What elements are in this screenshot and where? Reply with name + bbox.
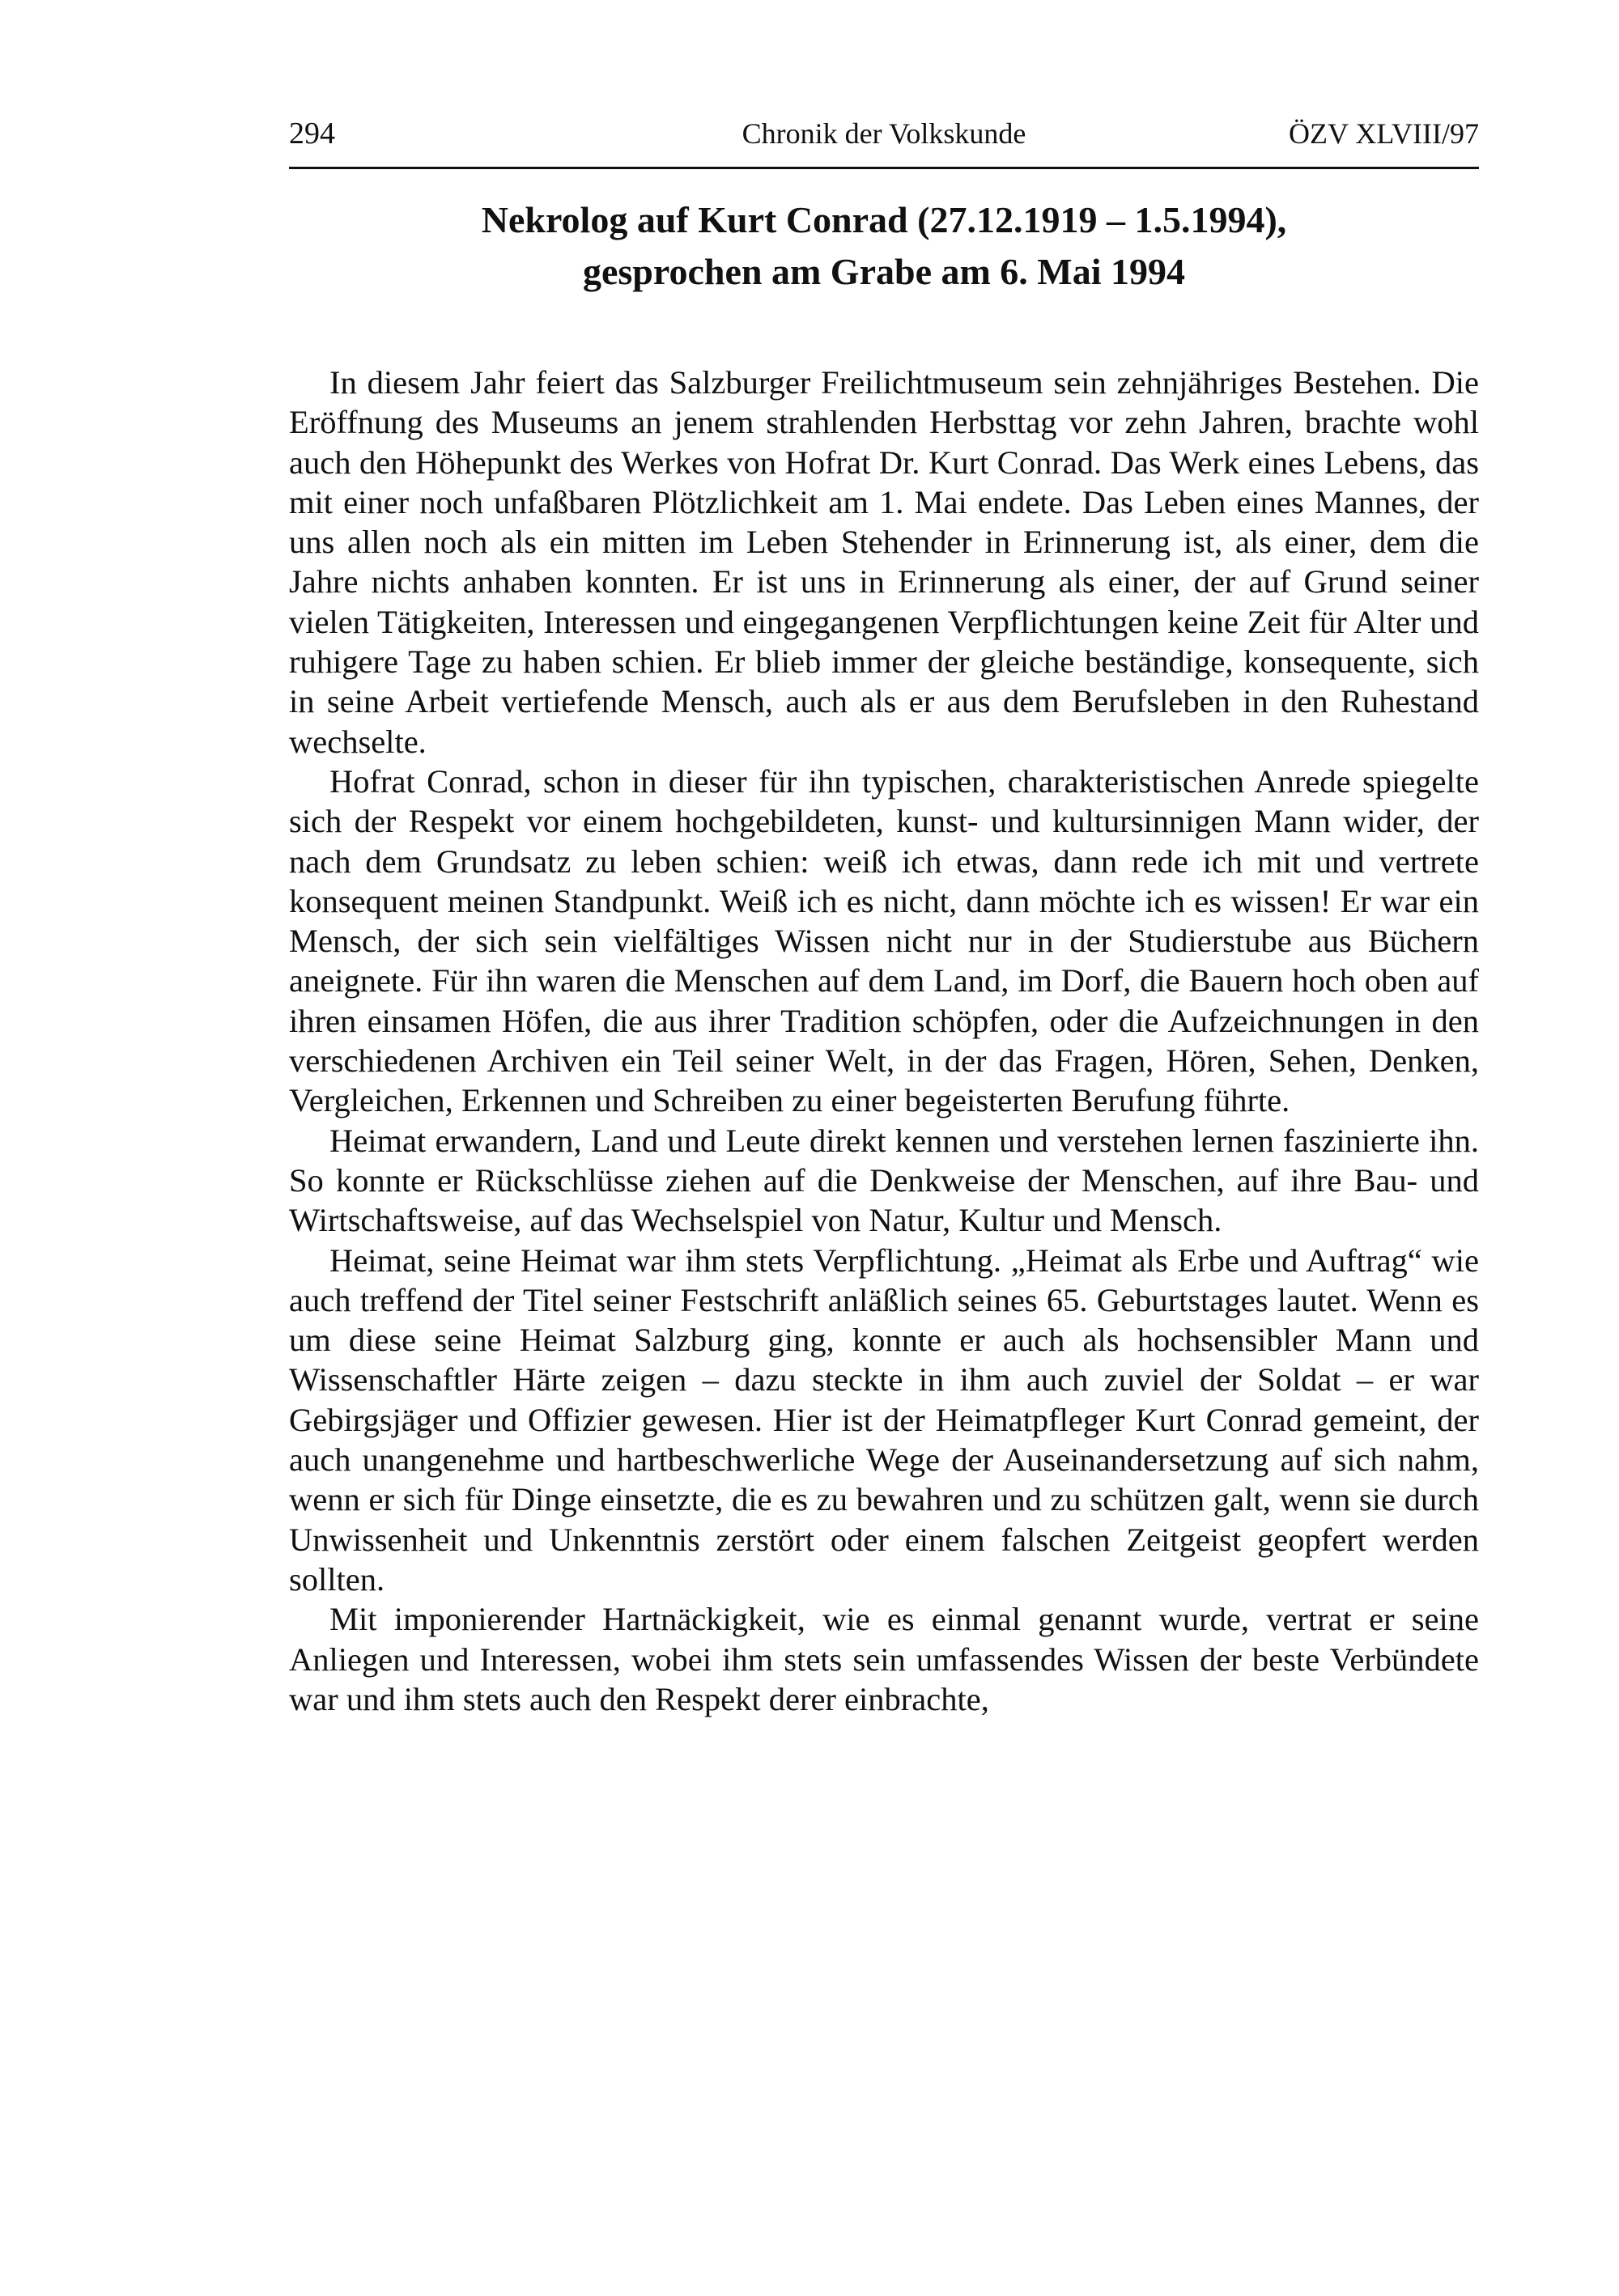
title-line-2: gesprochen am Grabe am 6. Mai 1994 [582,251,1186,292]
article-title [289,194,1479,298]
paragraph: In diesem Jahr feiert das Salzburger Freilichtmuseum sein zehnjähriges Bestehen. Die Eröffnung des Museums an jenem strahlenden Herbsttag vor zehn Jahren, brachte wohl auch den Höhepunkt des Werkes von Hofrat Dr. Kurt Conrad. Das Werk eines Lebens, das mit einer noch unfaßbaren Plötzlichkeit am 1. Mai endete. Das Leben eines Mannes, der uns allen noch als ein mitten im Leben Stehender in Erinnerung ist, als einer, dem die Jahre nichts anhaben konnten. Er ist uns in Erinnerung als einer, der auf Grund seiner vielen Tätigkeiten, Interessen und eingegangenen Verpflichtungen keine Zeit für Alter und ruhigere Tage zu haben schien. Er blieb immer der gleiche beständige, konsequente, sich in seine Arbeit vertiefende Mensch, auch als er aus dem Berufsleben in den Ruhestand wechselte. [289,364,1479,760]
paragraph: Heimat, seine Heimat war ihm stets Verpflichtung. „Heimat als Erbe und Auftrag“ wie auch treffend der Titel seiner Festschrift anläßlich seines 65. Geburtstages lautet. Wenn es um diese seine Heimat Salzburg ging, konnte er auch als hochsensibler Mann und Wissenschaftler Härte zeigen – dazu steckte in ihm auch zuviel der Soldat – er war Gebirgsjäger und Offizier gewesen. Hier ist der Heimatpfleger Kurt Conrad gemeint, der auch unangenehme und hartbeschwerliche Wege der Auseinandersetzung auf sich nahm, wenn er sich für Dinge einsetzte, die es zu bewahren und zu schützen galt, wenn sie durch Unwissenheit und Unkenntnis zerstört oder einem falschen Zeitgeist geopfert werden sollten. [289,1241,1479,1598]
paragraph: Mit imponierender Hartnäckigkeit, wie es einmal genannt wurde, vertrat er seine Anliegen und Interessen, wobei ihm stets sein umfassendes Wissen der beste Verbündete war und ihm stets auch den Respekt derer einbrachte, [289,1601,1479,1717]
header-rule [289,167,1479,169]
paragraph: Hofrat Conrad, schon in dieser für ihn typischen, charakteristischen Anrede spiegelte sich der Respekt vor einem hochgebildeten, kunst- und kultursinnigen Mann wider, der nach dem Grundsatz zu leben schien: weiß ich etwas, dann rede ich mit und vertrete konsequent meinen Standpunkt. Weiß ich es nicht, dann möchte ich es wissen! Er war ein Mensch, der sich sein vielfältiges Wissen nicht nur in der Studierstube aus Büchern aneignete. Für ihn waren die Menschen auf dem Land, im Dorf, die Bauern hoch oben auf ihren einsamen Höfen, die aus ihrer Tradition schöpfen, oder die Aufzeichnungen in den verschiedenen Archiven ein Teil seiner Welt, in der das Fragen, Hören, Sehen, Denken, Vergleichen, Erkennen und Schreiben zu einer begeisterten Berufung führte. [289,762,1479,1119]
running-header [289,113,1479,154]
journal-reference: ÖZV XLVIII/97 [1289,117,1479,150]
article-body [289,363,1479,1719]
paragraph: Heimat erwandern, Land und Leute direkt kennen und verstehen lernen faszinierte ihn. So konnte er Rückschlüsse ziehen auf die Denkweise der Menschen, auf ihre Bau- und Wirtschaftsweise, auf das Wechselspiel von Natur, Kultur und Mensch. [289,1122,1479,1239]
page-number: 294 [289,117,335,151]
title-line-1: Nekrolog auf Kurt Conrad (27.12.1919 – 1.5.1994), [481,199,1287,240]
running-title: Chronik der Volkskunde [742,117,1026,150]
